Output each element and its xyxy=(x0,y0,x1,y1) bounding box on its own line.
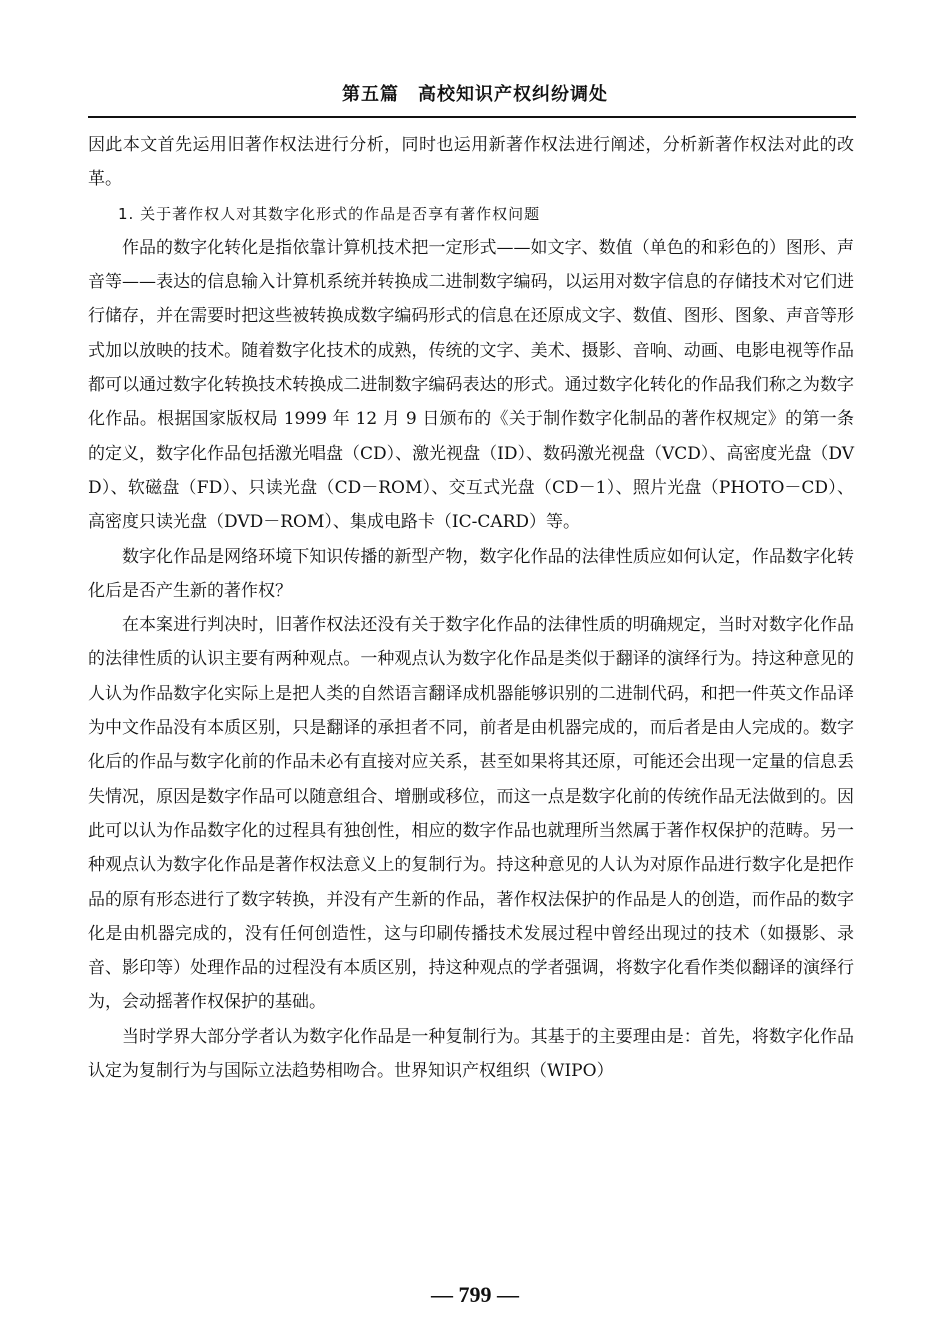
paragraph-question: 数字化作品是网络环境下知识传播的新型产物，数字化作品的法律性质应如何认定，作品数字化转化后是否产生新的著作权？ xyxy=(88,546,854,601)
header-divider xyxy=(88,116,856,118)
page-number: — 799 — xyxy=(431,1282,519,1307)
paragraph-majority-view: 当时学界大部分学者认为数字化作品是一种复制行为。其基于的主要理由是：首先，将数字化作品认定为复制行为与国际立法趋势相吻合。世界知识产权组织（WIPO） xyxy=(88,1026,854,1082)
paragraph-continuation: 因此本文首先运用旧著作权法进行分析，同时也运用新著作权法进行阐述，分析新著作权法对此的改革。 xyxy=(88,135,854,190)
paragraph-digitization-definition: 作品的数字化转化是指依靠计算机技术把一定形式——如文字、数值（单色的和彩色的）图形、声音等——表达的信息输入计算机系统并转换成二进制数字编码，以运用对数字信息的存储技术对它们进行储存，并在需要时把这些被转换成数字编码形式的信息在还原成文字、数值、图形、图象、声音等形式加以放映的技术。随着数字化技术的成熟，传统的文字、美术、摄影、音响、动画、电影电视等作品都可以通过数字化转换技术转换成二进制数字编码表达的形式。通过数字化转化的作品我们称之为数字化作品。根据国家版权局 1999 年 12 月 9 日颁布的《关于制作数字化制品的著作权规定》的第一条的定义，数字化作品包括激光唱盘（CD）、激光视盘（ID）、数码激光视盘（VCD）、高密度光盘（DVD）、软磁盘（FD）、只读光盘（CD－ROM）、交互式光盘（CD－1）、照片光盘（PHOTO－CD）、高密度只读光盘（DVD－ROM）、集成电路卡（IC-CARD）等。 xyxy=(88,237,855,533)
body-text xyxy=(88,128,854,1088)
section-heading: 1. 关于著作权人对其数字化形式的作品是否享有著作权问题 xyxy=(118,204,541,223)
running-header: 第五篇 高校知识产权纠纷调处 xyxy=(342,84,608,105)
paragraph-two-views: 在本案进行判决时，旧著作权法还没有关于数字化作品的法律性质的明确规定，当时对数字化作品的法律性质的认识主要有两种观点。一种观点认为数字化作品是类似于翻译的演绎行为。持这种意见的人认为作品数字化实际上是把人类的自然语言翻译成机器能够识别的二进制代码，和把一件英文作品译为中文作品没有本质区别，只是翻译的承担者不同，前者是由机器完成的，而后者是由人完成的。数字化后的作品与数字化前的作品未必有直接对应关系，甚至如果将其还原，可能还会出现一定量的信息丢失情况，原因是数字作品可以随意组合、增删或移位，而这一点是数字化前的传统作品无法做到的。因此可以认为作品数字化的过程具有独创性，相应的数字作品也就理所当然属于著作权保护的范畴。另一种观点认为数字化作品是著作权法意义上的复制行为。持这种意见的人认为对原作品进行数字化是把作品的原有形态进行了数字转换，并没有产生新的作品，著作权法保护的作品是人的创造，而作品的数字化是由机器完成的，没有任何创造性，这与印刷传播技术发展过程中曾经出现过的技术（如摄影、录音、影印等）处理作品的过程没有本质区别，持这种观点的学者强调，将数字化看作类似翻译的演绎行为，会动摇著作权保护的基础。 xyxy=(88,615,854,1013)
